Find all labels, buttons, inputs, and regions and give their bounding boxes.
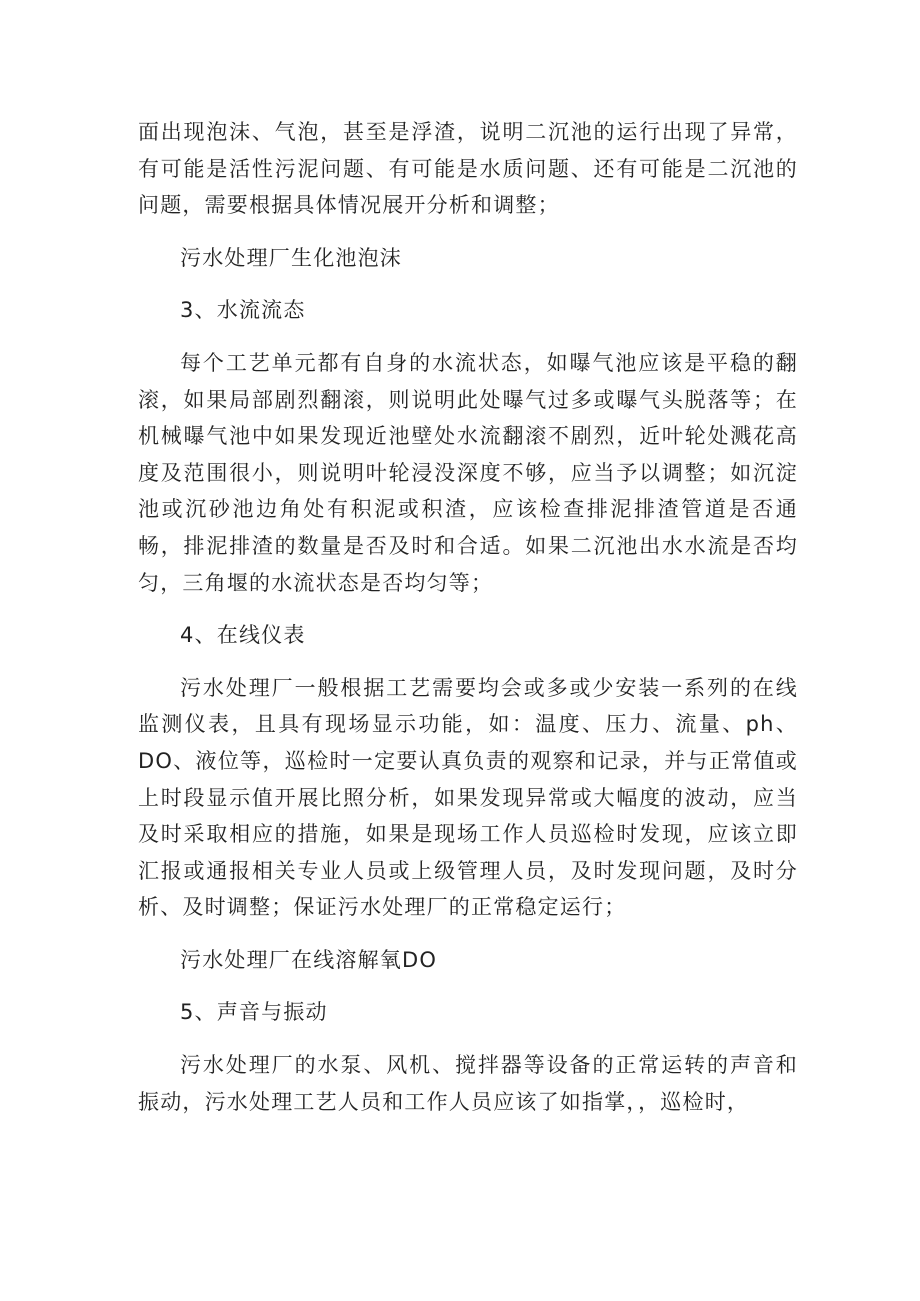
heading-sound-vibration: 5、声音与振动 bbox=[180, 1000, 328, 1025]
heading-water-flow: 3、水流流态 bbox=[180, 298, 306, 323]
paragraph-continued: 面出现泡沫、气泡，甚至是浮渣，说明二沉池的运行出现了异常，有可能是活性污泥问题、有可能是水质问题、还有可能是二沉池的问题，需要根据具体情况展开分析和调整； bbox=[138, 120, 798, 218]
heading-online-instruments: 4、在线仪表 bbox=[180, 623, 306, 648]
document-body bbox=[138, 114, 798, 1120]
caption-dissolved-oxygen: 污水处理厂在线溶解氧DO bbox=[180, 947, 438, 972]
caption-foam: 污水处理厂生化池泡沫 bbox=[180, 245, 402, 270]
paragraph-water-flow: 每个工艺单元都有自身的水流状态，如曝气池应该是平稳的翻滚，如果局部剧烈翻滚，则说明此处曝气过多或曝气头脱落等；在机械曝气池中如果发现近池壁处水流翻滚不剧烈，近叶轮处溅花高度及范围很小，则说明叶轮浸没深度不够，应当予以调整；如沉淀池或沉砂池边角处有积泥或积渣，应该检查排泥排渣管道是否通畅，排泥排渣的数量是否及时和合适。如果二沉池出水水流是否均匀，三角堰的水流状态是否均匀等； bbox=[138, 350, 798, 595]
paragraph-sound-vibration: 污水处理厂的水泵、风机、搅拌器等设备的正常运转的声音和振动，污水处理工艺人员和工作人员应该了如指掌，，巡检时， bbox=[138, 1053, 798, 1114]
paragraph-online-instruments: 污水处理厂一般根据工艺需要均会或多或少安装一系列的在线监测仪表，且具有现场显示功能，如：温度、压力、流量、ph、DO、液位等，巡检时一定要认真负责的观察和记录，并与正常值或上时段显示值开展比照分析，如果发现异常或大幅度的波动，应当及时采取相应的措施，如果是现场工作人员巡检时发现，应该立即汇报或通报相关专业人员或上级管理人员，及时发现问题，及时分析、及时调整；保证污水处理厂的正常稳定运行； bbox=[138, 675, 798, 920]
